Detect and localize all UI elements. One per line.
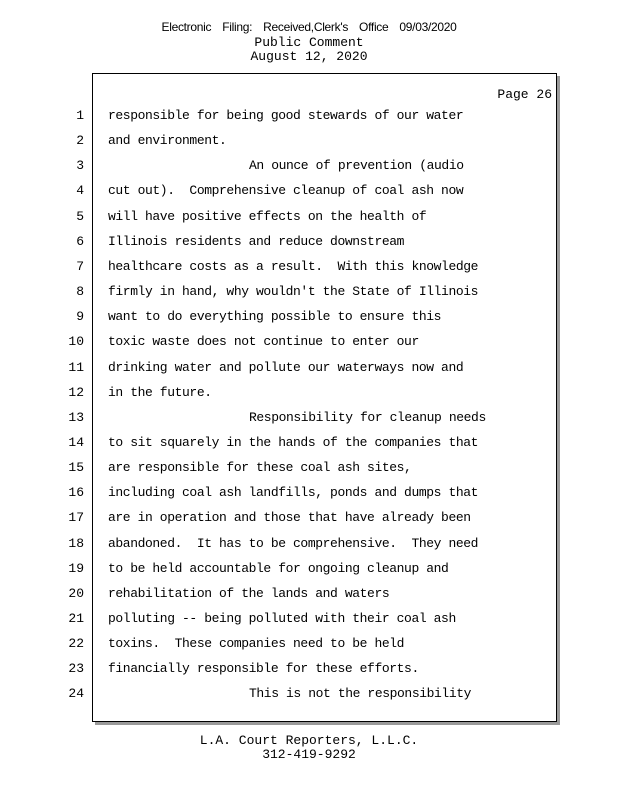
transcript-line	[0, 485, 618, 510]
footer-company: L.A. Court Reporters, L.L.C.	[199, 733, 419, 748]
line-number: 12	[68, 384, 84, 400]
transcript-line	[0, 133, 618, 158]
line-text: responsible for being good stewards of our water	[108, 108, 464, 123]
line-number: 18	[68, 535, 84, 551]
line-text: Responsibility for cleanup needs	[249, 409, 486, 425]
line-number: 13	[68, 409, 84, 425]
line-number: 5	[76, 208, 84, 224]
transcript-line	[0, 209, 618, 234]
line-text: firmly in hand, why wouldn't the State of Illinois	[108, 284, 479, 300]
line-text: will have positive effects on the health of	[108, 208, 427, 224]
transcript-line	[0, 284, 618, 309]
line-number: 24	[68, 686, 84, 702]
line-number: 23	[68, 661, 84, 677]
line-number: 22	[68, 636, 84, 652]
transcript-line	[0, 636, 618, 661]
line-text: cut out). Comprehensive cleanup of coal ash now	[108, 183, 464, 199]
line-number: 15	[68, 460, 84, 476]
line-text: An ounce of prevention (audio	[249, 158, 464, 174]
line-text: abandoned. It has to be comprehensive. They need	[108, 535, 479, 551]
line-number: 8	[76, 284, 84, 300]
transcript-line	[0, 234, 618, 259]
line-text: are responsible for these coal ash sites,	[108, 460, 412, 476]
transcript-line	[0, 309, 618, 334]
line-number: 20	[68, 585, 84, 601]
line-number: 16	[68, 485, 84, 501]
line-number: 2	[76, 133, 84, 149]
line-text: in the future.	[108, 384, 212, 400]
line-text: are in operation and those that have already been	[108, 510, 471, 526]
line-number: 11	[68, 359, 84, 375]
line-number: 19	[68, 560, 84, 576]
transcript-line	[0, 435, 618, 460]
line-text: to be held accountable for ongoing cleanup and	[108, 560, 449, 576]
line-text: rehabilitation of the lands and waters	[108, 585, 390, 601]
line-number: 1	[76, 108, 84, 123]
line-number: 6	[76, 233, 84, 249]
transcript-line	[0, 510, 618, 535]
line-text: toxins. These companies need to be held	[108, 636, 405, 652]
line-number: 10	[68, 334, 84, 350]
line-number: 3	[76, 158, 84, 174]
transcript-line	[0, 561, 618, 586]
line-text: healthcare costs as a result. With this knowledge	[108, 258, 479, 274]
transcript-line	[0, 385, 618, 410]
line-text: want to do everything possible to ensure this	[108, 309, 442, 325]
line-text: drinking water and pollute our waterways now and	[108, 359, 464, 375]
transcript-line	[0, 661, 618, 686]
page-number: Page 26	[497, 87, 552, 102]
transcript-line	[0, 611, 618, 636]
transcript-line	[0, 158, 618, 183]
line-number: 21	[68, 611, 84, 626]
transcript-line	[0, 410, 618, 435]
line-number: 14	[68, 434, 84, 450]
transcript-line	[0, 460, 618, 485]
footer-phone: 312-419-9292	[262, 747, 356, 762]
line-text: to sit squarely in the hands of the companies that	[108, 434, 479, 450]
line-text: including coal ash landfills, ponds and dumps that	[108, 485, 479, 501]
line-text: and environment.	[108, 133, 227, 149]
line-text: This is not the responsibility	[249, 686, 472, 702]
transcript-line	[0, 686, 618, 711]
line-number: 7	[76, 258, 84, 274]
line-text: polluting -- being polluted with their coal ash	[108, 611, 456, 626]
filing-stamp: Electronic Filing: Received,Clerk's Office 09/03/2020	[161, 20, 457, 34]
transcript-line	[0, 536, 618, 561]
transcript-line	[0, 183, 618, 208]
line-number: 17	[68, 510, 84, 526]
line-text: financially responsible for these efforts.	[108, 661, 419, 677]
line-text: toxic waste does not continue to enter our	[108, 334, 419, 350]
header-date: August 12, 2020	[250, 49, 368, 64]
transcript-line	[0, 334, 618, 359]
line-number: 4	[76, 183, 84, 199]
header-title: Public Comment	[254, 35, 364, 50]
line-text: Illinois residents and reduce downstream	[108, 233, 405, 249]
line-number: 9	[76, 309, 84, 325]
transcript-line	[0, 108, 618, 133]
transcript-line	[0, 259, 618, 284]
transcript-line	[0, 586, 618, 611]
transcript-line	[0, 360, 618, 385]
